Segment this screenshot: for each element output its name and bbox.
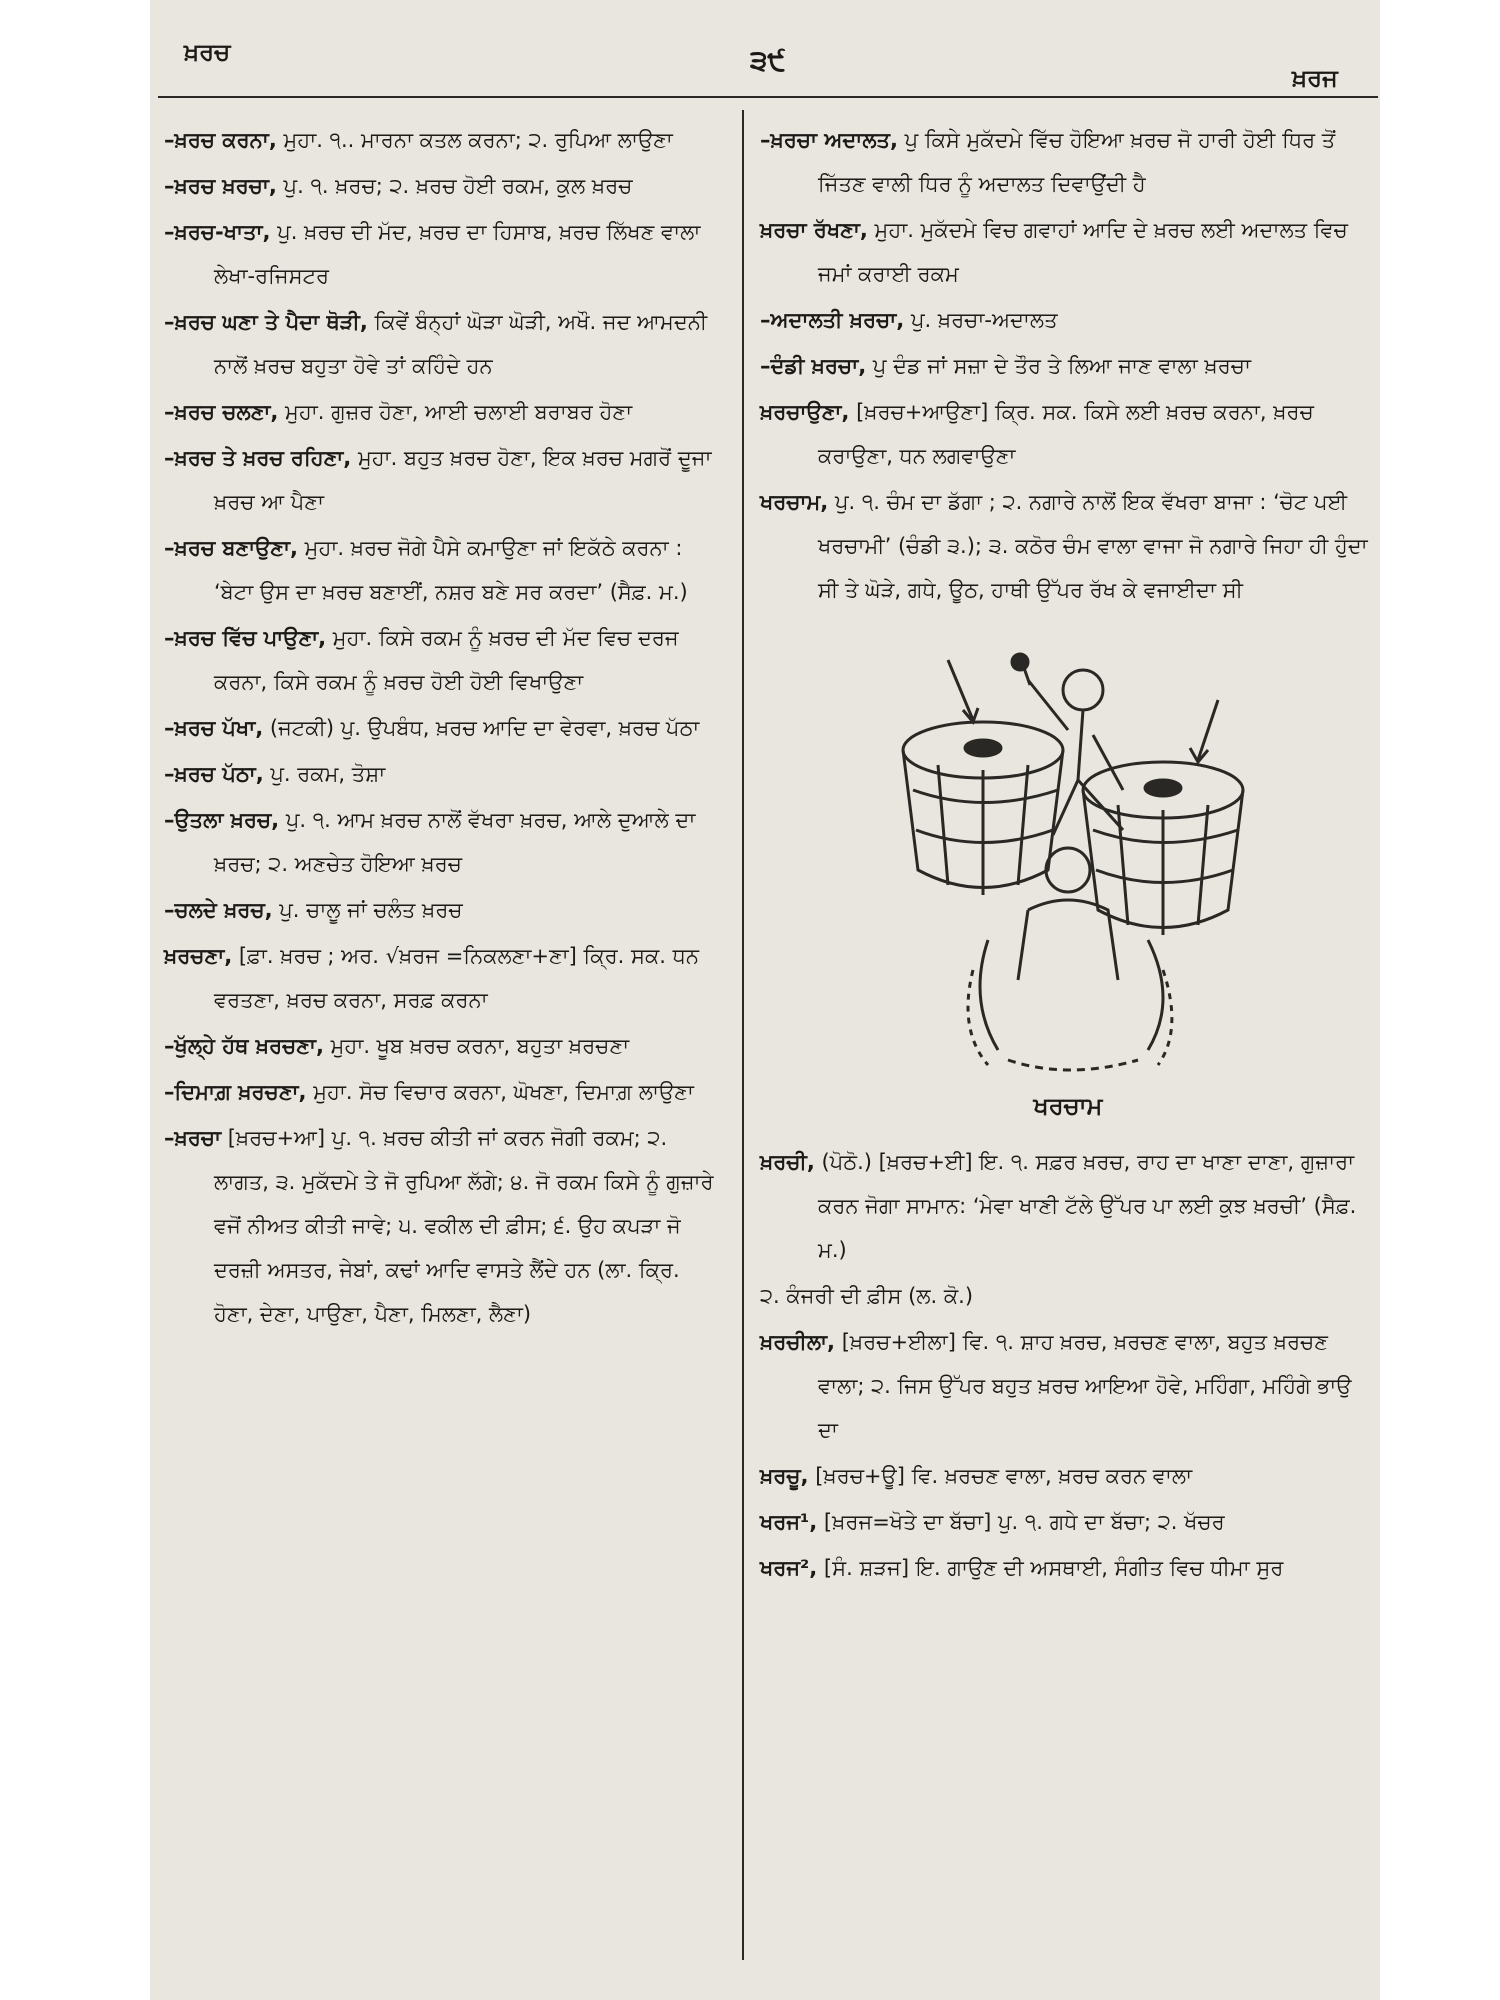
header-rule <box>158 96 1378 98</box>
entry-definition: ਮੁਹਾ. ਕਿਸੇ ਰਕਮ ਨੂੰ ਖ਼ਰਚ ਦੀ ਮੱਦ ਵਿਚ ਦਰਜ ਕਰਨਾ, ਕਿਸੇ ਰਕਮ ਨੂੰ ਖ਼ਰਚ ਹੋਈ ਹੋਈ ਵਿਖਾਉਣਾ <box>214 626 679 694</box>
entry-headword: ਖ਼ਰਚੀ, <box>760 1150 815 1174</box>
entry-definition: ਕਿਵੇਂ ਬੰਨ੍ਹਾਂ ਘੋੜਾ ਘੋੜੀ, ਅਖੌ. ਜਦ ਆਮਦਨੀ ਨਾਲੋਂ ਖ਼ਰਚ ਬਹੁਤਾ ਹੋਵੇ ਤਾਂ ਕਹਿੰਦੇ ਹਨ <box>214 310 708 378</box>
entry-definition: [ਫ਼ਾ. ਖ਼ਰਚ ; ਅਰ. √ਖ਼ਰਜ =ਨਿਕਲਣਾ+ਣਾ] ਕ੍ਰਿ. ਸਕ. ਧਨ ਵਰਤਣਾ, ਖ਼ਰਚ ਕਰਨਾ, ਸਰਫ਼ ਕਰਨਾ <box>214 944 700 1012</box>
dictionary-entry <box>164 1116 724 1336</box>
entry-definition: ਪੁ. ੧. ਚੰਮ ਦਾ ਡੱਗਾ ; ੨. ਨਗਾਰੇ ਨਾਲੋਂ ਇਕ ਵੱਖਰਾ ਬਾਜਾ : ‘ਚੋਟ ਪਈ ਖਰਚਾਮੀ’ (ਚੰਡੀ ੩.); ੩. ਕਠੋਰ ਚੰਮ ਵਾਲਾ ਵਾਜਾ ਜੋ ਨਗਾਰੇ ਜਿਹਾ ਹੀ ਹੁੰਦਾ ਸੀ ਤੇ ਘੋੜੇ, ਗਧੇ, ਊਠ, ਹਾਥੀ ਉੱਪਰ ਰੱਖ ਕੇ ਵਜਾਈਦਾ ਸੀ <box>818 490 1368 602</box>
dictionary-entry <box>164 390 724 434</box>
entry-definition: [ਖ਼ਰਚ+ਆਉਣਾ] ਕ੍ਰਿ. ਸਕ. ਕਿਸੇ ਲਈ ਖ਼ਰਚ ਕਰਨਾ, ਖ਼ਰਚ ਕਰਾਉਣਾ, ਧਨ ਲਗਵਾਉਣਾ <box>818 400 1314 468</box>
entry-headword: –ਖ਼ਰਚ ਵਿੱਚ ਪਾਉਣਾ, <box>164 626 327 650</box>
dictionary-entry <box>760 1274 1376 1318</box>
entry-headword: ਖ਼ਰਚਣਾ, <box>164 944 233 968</box>
entry-definition: [ਖ਼ਰਜ=ਖੋਤੇ ਦਾ ਬੱਚਾ] ਪੁ. ੧. ਗਧੇ ਦਾ ਬੱਚਾ; ੨. ਖੱਚਰ <box>823 1510 1225 1534</box>
right-column-bottom-entries <box>760 1140 1376 1590</box>
entry-headword: –ਖ਼ਰਚ ਪੱਖਾ, <box>164 716 264 740</box>
entry-headword: ਖਰਜ¹, <box>760 1510 818 1534</box>
dictionary-entry <box>760 1320 1376 1452</box>
dictionary-entry <box>164 436 724 524</box>
kharcham-drum-illustration <box>878 640 1258 1080</box>
entry-headword: –ਖ਼ਰਚ-ਖਾਤਾ, <box>164 220 271 244</box>
dictionary-entry <box>760 1500 1376 1544</box>
dictionary-entry <box>164 210 724 298</box>
entry-definition: ਮੁਹਾ. ਮੁਕੱਦਮੇ ਵਿਚ ਗਵਾਹਾਂ ਆਦਿ ਦੇ ਖ਼ਰਚ ਲਈ ਅਦਾਲਤ ਵਿਚ ਜਮਾਂ ਕਰਾਈ ਰਕਮ <box>818 218 1348 286</box>
entry-definition: ਪੁ. ਖ਼ਰਚਾ-ਅਦਾਲਤ <box>910 308 1058 332</box>
entry-definition: ਮੁਹਾ. ਖ਼ਰਚ ਜੋਗੇ ਪੈਸੇ ਕਮਾਉਣਾ ਜਾਂ ਇਕੱਠੇ ਕਰਨਾ : ‘ਬੇਟਾ ਉਸ ਦਾ ਖ਼ਰਚ ਬਣਾਈਂ, ਨਸ਼ਰ ਬਣੇ ਸਰ ਕਰਦਾ’ (ਸੈਫ਼. ਮ.) <box>214 536 688 604</box>
dictionary-entry <box>760 1454 1376 1498</box>
dictionary-entry <box>760 298 1376 342</box>
entry-definition: ਪੁ ਦੰਡ ਜਾਂ ਸਜ਼ਾ ਦੇ ਤੌਰ ਤੇ ਲਿਆ ਜਾਣ ਵਾਲਾ ਖ਼ਰਚਾ <box>872 354 1251 378</box>
dictionary-entry <box>760 208 1376 296</box>
entry-definition: ਮੁਹਾ. ਖੂਬ ਖ਼ਰਚ ਕਰਨਾ, ਬਹੁਤਾ ਖ਼ਰਚਣਾ <box>330 1034 630 1058</box>
dictionary-entry <box>164 752 724 796</box>
entry-headword: ਖ਼ਰਚੂ, <box>760 1464 809 1488</box>
entry-definition: ਪੁ ਕਿਸੇ ਮੁਕੱਦਮੇ ਵਿੱਚ ਹੋਇਆ ਖ਼ਰਚ ਜੋ ਹਾਰੀ ਹੋਈ ਧਿਰ ਤੋਂ ਜਿੱਤਣ ਵਾਲੀ ਧਿਰ ਨੂੰ ਅਦਾਲਤ ਦਿਵਾਉਂਦੀ ਹੈ <box>818 128 1336 196</box>
entry-definition: [ਖ਼ਰਚ+ਆ] ਪੁ. ੧. ਖ਼ਰਚ ਕੀਤੀ ਜਾਂ ਕਰਨ ਜੋਗੀ ਰਕਮ; ੨. ਲਾਗਤ, ੩. ਮੁਕੱਦਮੇ ਤੇ ਜੋ ਰੁਪਿਆ ਲੱਗੇ; ੪. ਜੋ ਰਕਮ ਕਿਸੇ ਨੂੰ ਗੁਜ਼ਾਰੇ ਵਜੋਂ ਨੀਅਤ ਕੀਤੀ ਜਾਵੇ; ੫. ਵਕੀਲ ਦੀ ਫ਼ੀਸ; ੬. ਉਹ ਕਪੜਾ ਜੋ ਦਰਜ਼ੀ ਅਸਤਰ, ਜੇਬਾਂ, ਕਢਾਂ ਆਦਿ ਵਾਸਤੇ ਲੈਂਦੇ ਹਨ (ਲਾ. ਕ੍ਰਿ. ਹੋਣਾ, ਦੇਣਾ, ਪਾਉਣਾ, ਪੈਣਾ, ਮਿਲਣਾ, ਲੈਣਾ) <box>214 1126 714 1326</box>
left-column <box>164 118 724 1338</box>
entry-definition: ਪੁ. ੧. ਖ਼ਰਚ; ੨. ਖ਼ਰਚ ਹੋਈ ਰਕਮ, ਕੁਲ ਖ਼ਰਚ <box>283 174 633 198</box>
dictionary-entry <box>164 526 724 614</box>
page-number: ੩੯ <box>750 44 786 77</box>
entry-headword: –ਖ਼ਰਚ ਤੇ ਖ਼ਰਚ ਰਹਿਣਾ, <box>164 446 352 470</box>
entry-headword: –ਖ਼ਰਚ ਚਲਣਾ, <box>164 400 279 424</box>
entry-headword: –ਖ਼ਰਚ ਬਣਾਉਣਾ, <box>164 536 298 560</box>
entry-definition: [ਖ਼ਰਚ+ਈਲਾ] ਵਿ. ੧. ਸ਼ਾਹ ਖ਼ਰਚ, ਖ਼ਰਚਣ ਵਾਲਾ, ਬਹੁਤ ਖ਼ਰਚਣ ਵਾਲਾ; ੨. ਜਿਸ ਉੱਪਰ ਬਹੁਤ ਖ਼ਰਚ ਆਇਆ ਹੋਵੇ, ਮਹਿੰਗਾ, ਮਹਿੰਗੇ ਭਾਉ ਦਾ <box>818 1330 1352 1442</box>
entry-headword: –ਖ਼ਰਚ ਪੱਠਾ, <box>164 762 264 786</box>
dictionary-entry <box>760 480 1376 612</box>
entry-headword: –ਖ਼ਰਚਾ <box>164 1126 222 1150</box>
dictionary-entry <box>164 888 724 932</box>
entry-definition: ਮੁਹਾ. ਗੁਜ਼ਰ ਹੋਣਾ, ਆਈ ਚਲਾਈ ਬਰਾਬਰ ਹੋਣਾ <box>285 400 633 424</box>
entry-headword: –ਖੁੱਲ੍ਹੇ ਹੱਥ ਖ਼ਰਚਣਾ, <box>164 1034 324 1058</box>
entry-definition: [ਸੰ. ਸ਼ੜਜ] ਇ. ਗਾਉਣ ਦੀ ਅਸਥਾਈ, ਸੰਗੀਤ ਵਿਚ ਧੀਮਾ ਸੁਰ <box>823 1556 1284 1580</box>
dictionary-entry <box>760 390 1376 478</box>
right-column <box>760 118 1376 1592</box>
entry-definition: ਮੁਹਾ. ਸੋਚ ਵਿਚਾਰ ਕਰਨਾ, ਘੋਖਣਾ, ਦਿਮਾਗ਼ ਲਾਉਣਾ <box>313 1080 694 1104</box>
entry-headword: –ਉਤਲਾ ਖ਼ਰਚ, <box>164 808 280 832</box>
dictionary-entry <box>760 118 1376 206</box>
column-divider <box>742 110 744 1960</box>
entry-headword: –ਖ਼ਰਚਾ ਅਦਾਲਤ, <box>760 128 898 152</box>
dictionary-entry <box>760 344 1376 388</box>
entry-definition: ਮੁਹਾ. ੧.. ਮਾਰਨਾ ਕਤਲ ਕਰਨਾ; ੨. ਰੁਪਿਆ ਲਾਉਣਾ <box>283 128 673 152</box>
entry-definition: [ਖ਼ਰਚ+ਊ] ਵਿ. ਖ਼ਰਚਣ ਵਾਲਾ, ਖ਼ਰਚ ਕਰਨ ਵਾਲਾ <box>815 1464 1193 1488</box>
entry-headword: ਖ਼ਰਚੀਲਾ, <box>760 1330 836 1354</box>
dictionary-entry <box>164 616 724 704</box>
figure-caption: ਖਰਚਾਮ <box>1033 1092 1103 1120</box>
entry-headword: –ਅਦਾਲਤੀ ਖ਼ਰਚਾ, <box>760 308 905 332</box>
entry-headword: –ਦੰਡੀ ਖ਼ਰਚਾ, <box>760 354 867 378</box>
header-right-guideword: ਖ਼ਰਜ <box>1292 64 1338 92</box>
dictionary-entry <box>164 1024 724 1068</box>
entry-headword: –ਖ਼ਰਚ ਖ਼ਰਚਾ, <box>164 174 277 198</box>
dictionary-entry <box>164 706 724 750</box>
entry-headword: ਖਰਜ², <box>760 1556 818 1580</box>
dictionary-entry <box>164 300 724 388</box>
entry-headword: ਖ਼ਰਚਾਉਣਾ, <box>760 400 850 424</box>
dictionary-entry <box>164 934 724 1022</box>
entry-headword: –ਖ਼ਰਚ ਕਰਨਾ, <box>164 128 277 152</box>
entry-definition: (ਪੋਠੋ.) [ਖ਼ਰਚ+ਈ] ਇ. ੧. ਸਫ਼ਰ ਖ਼ਰਚ, ਰਾਹ ਦਾ ਖਾਣਾ ਦਾਣਾ, ਗੁਜ਼ਾਰਾ ਕਰਨ ਜੋਗਾ ਸਾਮਾਨ: ‘ਮੇਵਾ ਖਾਣੀ ਟੱਲੇ ਉੱਪਰ ਪਾ ਲਈ ਕੁਝ ਖ਼ਰਚੀ’ (ਸੈਫ਼. ਮ.) <box>818 1150 1357 1262</box>
right-column-top-entries <box>760 118 1376 612</box>
dictionary-entry <box>760 1140 1376 1272</box>
entry-headword: ਖਰਚਾਮ, <box>760 490 829 514</box>
entry-headword: –ਚਲਦੇ ਖ਼ਰਚ, <box>164 898 273 922</box>
entry-definition: ਪੁ. ਖ਼ਰਚ ਦੀ ਮੱਦ, ਖ਼ਰਚ ਦਾ ਹਿਸਾਬ, ਖ਼ਰਚ ਲਿੱਖਣ ਵਾਲਾ ਲੇਖਾ-ਰਜਿਸਟਰ <box>214 220 701 288</box>
dictionary-entry <box>164 1070 724 1114</box>
entry-definition: ਪੁ. ੧. ਆਮ ਖ਼ਰਚ ਨਾਲੋਂ ਵੱਖਰਾ ਖ਼ਰਚ, ਆਲੇ ਦੁਆਲੇ ਦਾ ਖ਼ਰਚ; ੨. ਅਣਚੇਤ ਹੋਇਆ ਖ਼ਰਚ <box>214 808 696 876</box>
entry-headword: –ਖ਼ਰਚ ਘਣਾ ਤੇ ਪੈਦਾ ਥੋੜੀ, <box>164 310 368 334</box>
dictionary-entry <box>760 1546 1376 1590</box>
entry-definition: ਪੁ. ਰਕਮ, ਤੋਸ਼ਾ <box>270 762 386 786</box>
entry-definition: ੨. ਕੰਜਰੀ ਦੀ ਫ਼ੀਸ (ਲ. ਕੋ.) <box>760 1284 974 1308</box>
header-left-guideword: ਖ਼ਰਚ <box>184 38 231 66</box>
entry-definition: ਮੁਹਾ. ਬਹੁਤ ਖ਼ਰਚ ਹੋਣਾ, ਇਕ ਖ਼ਰਚ ਮਗਰੋਂ ਦੂਜਾ ਖ਼ਰਚ ਆ ਪੈਣਾ <box>214 446 712 514</box>
dictionary-entry <box>164 798 724 886</box>
entry-headword: –ਦਿਮਾਗ਼ ਖ਼ਰਚਣਾ, <box>164 1080 307 1104</box>
entry-definition: (ਜਟਕੀ) ਪੁ. ਉਪਬੰਧ, ਖ਼ਰਚ ਆਦਿ ਦਾ ਵੇਰਵਾ, ਖ਼ਰਚ ਪੱਠਾ <box>269 716 700 740</box>
entry-definition: ਪੁ. ਚਾਲੂ ਜਾਂ ਚਲੰਤ ਖ਼ਰਚ <box>279 898 463 922</box>
entry-headword: ਖ਼ਰਚਾ ਰੱਖਣਾ, <box>760 218 868 242</box>
dictionary-entry <box>164 164 724 208</box>
dictionary-entry <box>164 118 724 162</box>
